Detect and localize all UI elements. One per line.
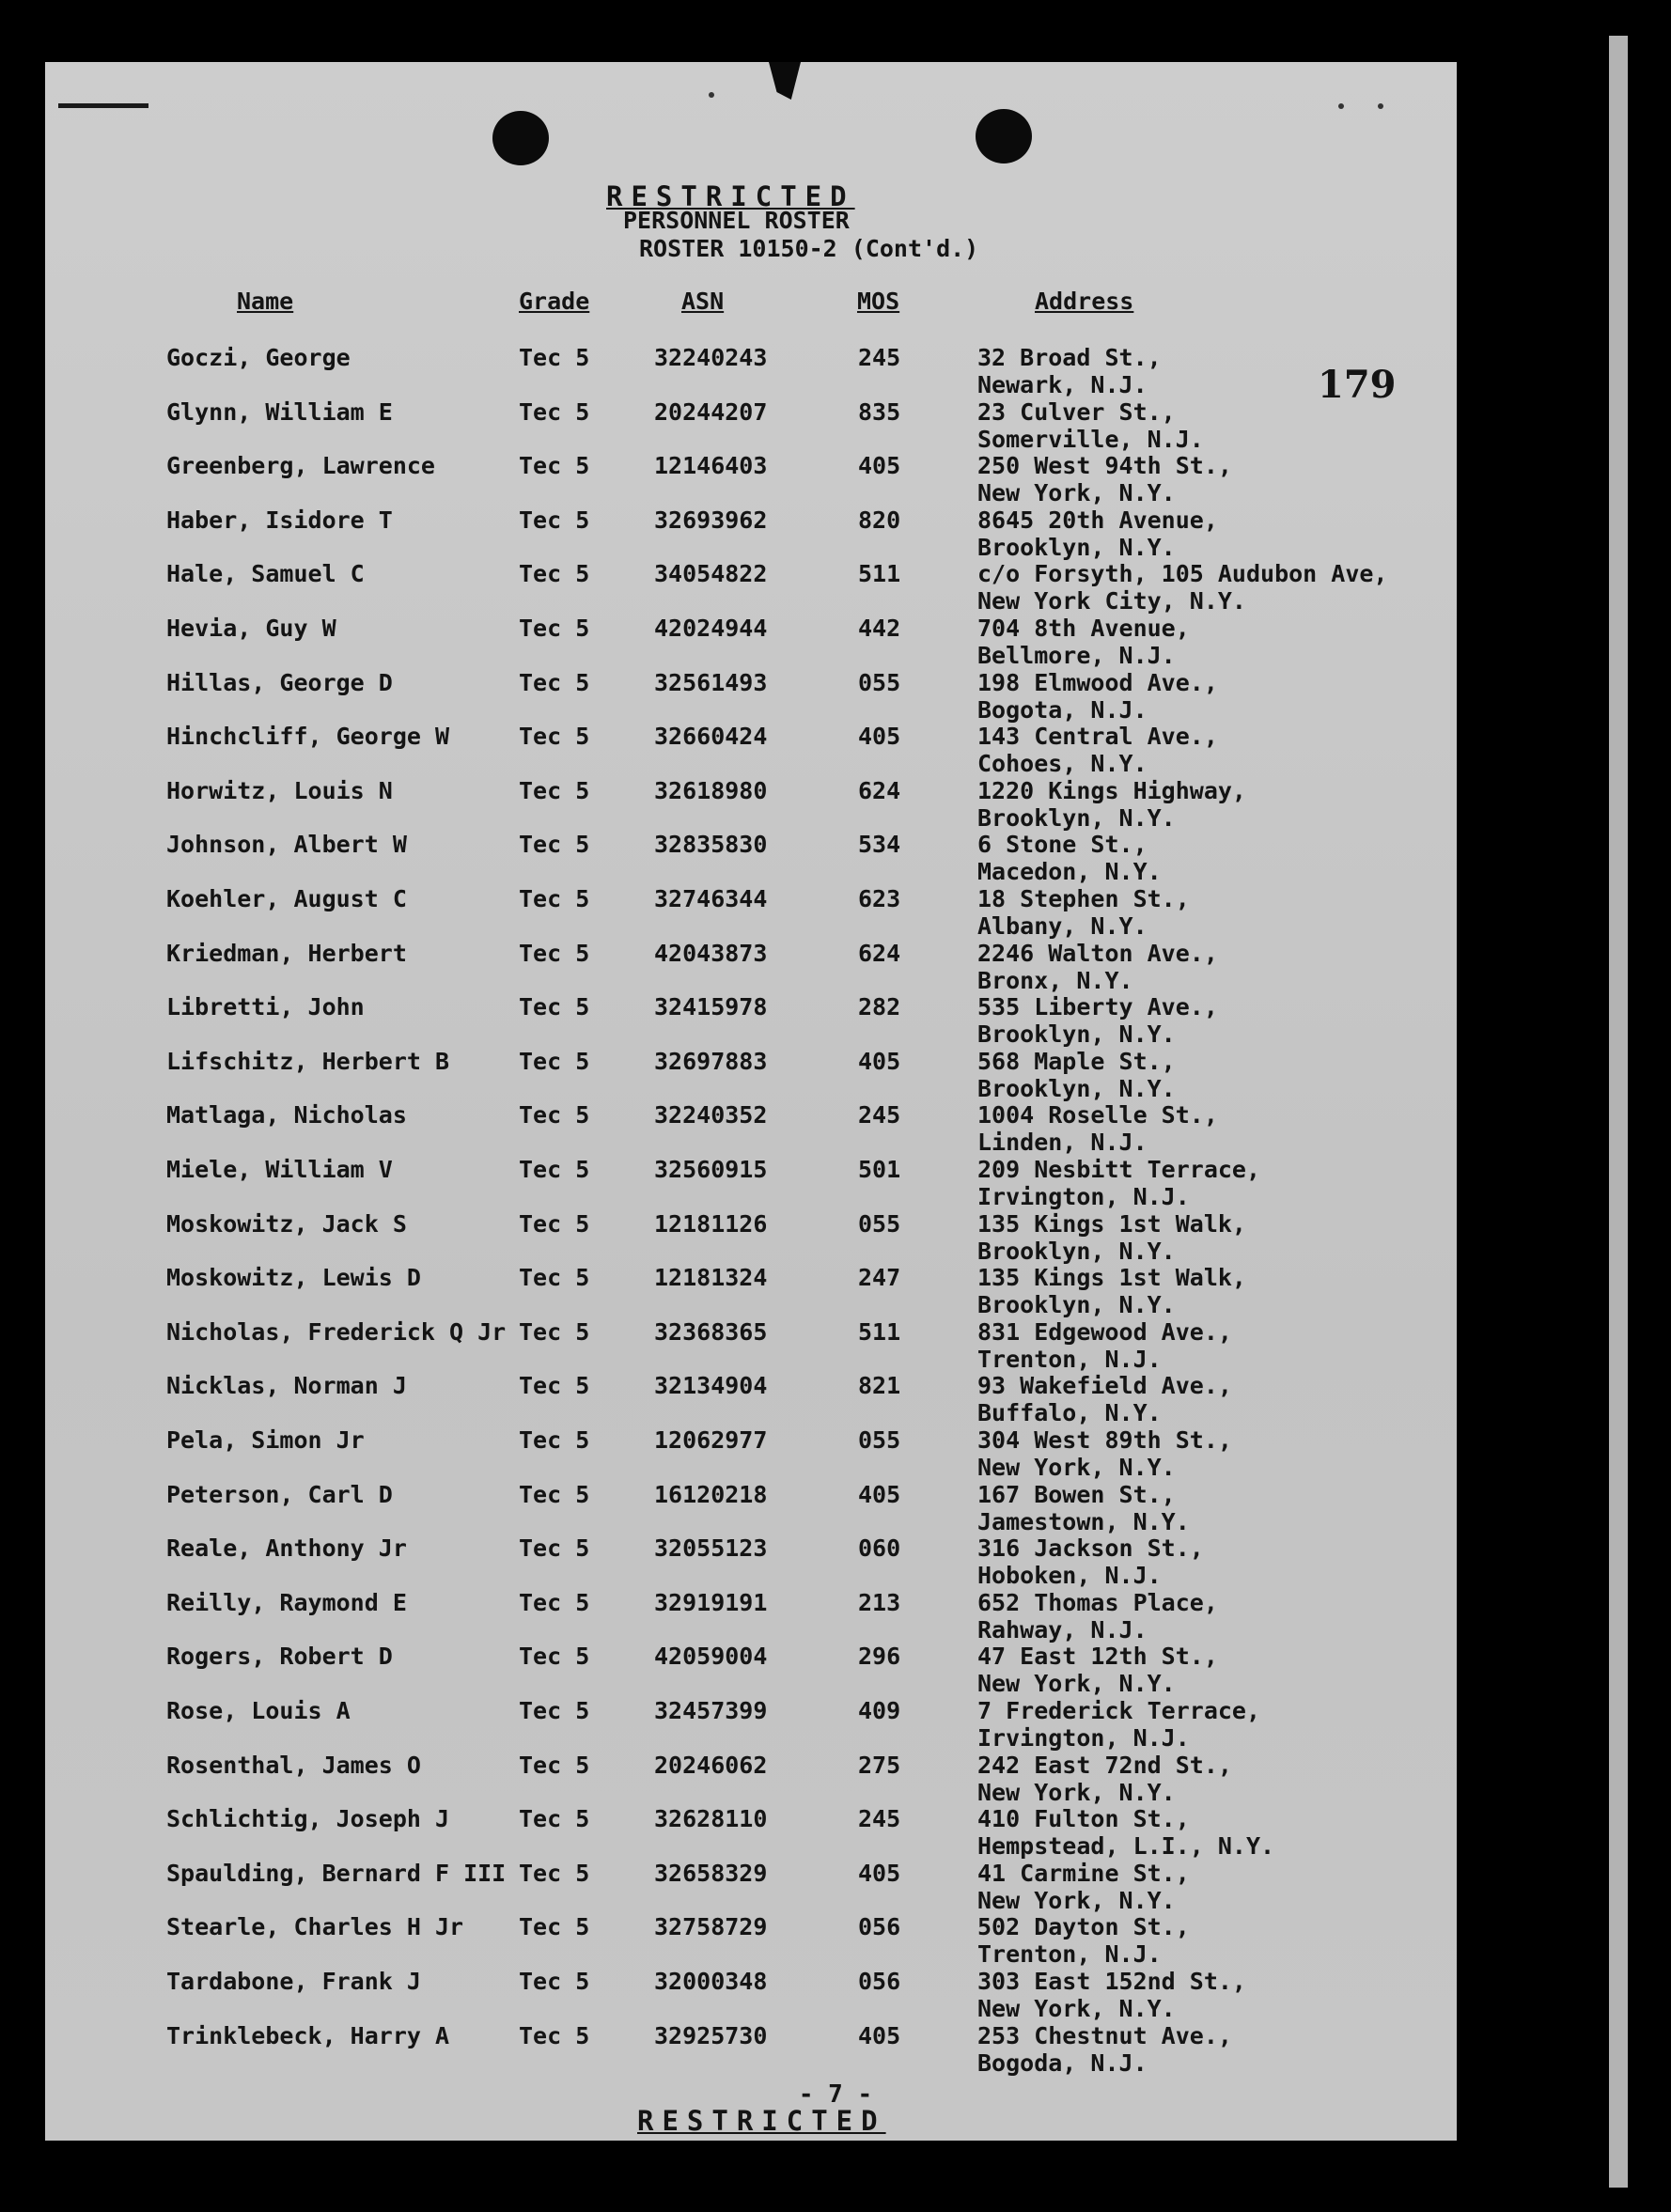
- row-asn: 32628110: [654, 1805, 768, 1832]
- row-address-line2: Macedon, N.Y.: [977, 858, 1162, 885]
- row-name: Tardabone, Frank J: [166, 1968, 421, 1995]
- row-asn: 32925730: [654, 2022, 768, 2049]
- speck: [709, 92, 714, 98]
- row-mos: 835: [858, 398, 901, 426]
- row-address-line1: 18 Stephen St.,: [977, 885, 1190, 912]
- row-address-line2: New York, N.Y.: [977, 1887, 1176, 1914]
- row-mos: 511: [858, 560, 901, 587]
- row-name: Stearle, Charles H Jr: [166, 1913, 464, 1940]
- row-grade: Tec 5: [519, 1968, 590, 1995]
- row-name: Lifschitz, Herbert B: [166, 1048, 450, 1075]
- row-mos: 245: [858, 1805, 901, 1832]
- row-asn: 32561493: [654, 669, 768, 696]
- row-asn: 32240243: [654, 344, 768, 371]
- row-address-line2: Brooklyn, N.Y.: [977, 1075, 1176, 1102]
- row-name: Glynn, William E: [166, 398, 393, 426]
- roster-row: [0, 506, 1671, 561]
- row-asn: 42043873: [654, 940, 768, 967]
- row-address-line2: Hempstead, L.I., N.Y.: [977, 1832, 1275, 1860]
- row-address-line2: New York, N.Y.: [977, 1670, 1176, 1697]
- row-grade: Tec 5: [519, 1752, 590, 1779]
- row-mos: 247: [858, 1264, 901, 1291]
- row-mos: 296: [858, 1643, 901, 1670]
- row-grade: Tec 5: [519, 1805, 590, 1832]
- row-grade: Tec 5: [519, 1101, 590, 1129]
- corner-mark: [58, 103, 148, 108]
- row-name: Johnson, Albert W: [166, 831, 407, 858]
- roster-row: [0, 940, 1671, 994]
- row-address-line1: 23 Culver St.,: [977, 398, 1176, 426]
- row-mos: 405: [858, 452, 901, 479]
- row-address-line2: Trenton, N.J.: [977, 1346, 1162, 1373]
- row-address-line1: 32 Broad St.,: [977, 344, 1162, 371]
- row-mos: 409: [858, 1697, 901, 1724]
- row-address-line2: Rahway, N.J.: [977, 1616, 1148, 1643]
- row-asn: 20244207: [654, 398, 768, 426]
- restricted-footer: RESTRICTED: [637, 2105, 886, 2137]
- roster-row: [0, 885, 1671, 940]
- roster-title: PERSONNEL ROSTER: [623, 207, 850, 234]
- row-name: Horwitz, Louis N: [166, 777, 393, 804]
- row-asn: 12181324: [654, 1264, 768, 1291]
- row-grade: Tec 5: [519, 560, 590, 587]
- row-address-line2: Jamestown, N.Y.: [977, 1508, 1190, 1535]
- row-address-line1: 167 Bowen St.,: [977, 1481, 1176, 1508]
- roster-row: [0, 1210, 1671, 1265]
- row-address-line1: 316 Jackson St.,: [977, 1534, 1204, 1562]
- row-grade: Tec 5: [519, 1156, 590, 1183]
- row-address-line1: 253 Chestnut Ave.,: [977, 2022, 1232, 2049]
- row-name: Moskowitz, Lewis D: [166, 1264, 421, 1291]
- row-grade: Tec 5: [519, 723, 590, 750]
- row-grade: Tec 5: [519, 506, 590, 534]
- row-grade: Tec 5: [519, 940, 590, 967]
- row-name: Goczi, George: [166, 344, 351, 371]
- row-mos: 245: [858, 1101, 901, 1129]
- row-address-line1: 831 Edgewood Ave.,: [977, 1318, 1232, 1346]
- page-stamp-number: 179: [1318, 363, 1397, 407]
- row-address-line1: 135 Kings 1st Walk,: [977, 1210, 1246, 1238]
- row-asn: 34054822: [654, 560, 768, 587]
- row-mos: 213: [858, 1589, 901, 1616]
- roster-row: [0, 452, 1671, 506]
- row-mos: 245: [858, 344, 901, 371]
- row-mos: 055: [858, 669, 901, 696]
- row-grade: Tec 5: [519, 777, 590, 804]
- row-name: Rose, Louis A: [166, 1697, 351, 1724]
- row-address-line2: Buffalo, N.Y.: [977, 1399, 1162, 1426]
- roster-row: [0, 1264, 1671, 1318]
- row-address-line1: 704 8th Avenue,: [977, 615, 1190, 642]
- row-grade: Tec 5: [519, 1589, 590, 1616]
- row-asn: 32134904: [654, 1372, 768, 1399]
- row-grade: Tec 5: [519, 669, 590, 696]
- row-address-line1: 47 East 12th St.,: [977, 1643, 1218, 1670]
- roster-row: [0, 1589, 1671, 1643]
- column-header-name: Name: [237, 288, 294, 315]
- row-grade: Tec 5: [519, 1426, 590, 1454]
- roster-row: [0, 1372, 1671, 1426]
- row-asn: 32055123: [654, 1534, 768, 1562]
- row-asn: 32746344: [654, 885, 768, 912]
- row-asn: 32758729: [654, 1913, 768, 1940]
- row-grade: Tec 5: [519, 1697, 590, 1724]
- punch-hole-left: [492, 111, 549, 165]
- row-asn: 32240352: [654, 1101, 768, 1129]
- roster-row: [0, 1426, 1671, 1481]
- row-mos: 623: [858, 885, 901, 912]
- row-address-line2: New York, N.Y.: [977, 1454, 1176, 1481]
- row-name: Pela, Simon Jr: [166, 1426, 365, 1454]
- roster-row: [0, 831, 1671, 885]
- row-grade: Tec 5: [519, 1534, 590, 1562]
- row-address-line1: 304 West 89th St.,: [977, 1426, 1232, 1454]
- row-address-line2: Newark, N.J.: [977, 371, 1148, 398]
- row-name: Reilly, Raymond E: [166, 1589, 407, 1616]
- row-address-line2: New York, N.Y.: [977, 1779, 1176, 1806]
- row-grade: Tec 5: [519, 1318, 590, 1346]
- row-mos: 405: [858, 723, 901, 750]
- row-name: Haber, Isidore T: [166, 506, 393, 534]
- row-name: Peterson, Carl D: [166, 1481, 393, 1508]
- row-mos: 820: [858, 506, 901, 534]
- row-asn: 32618980: [654, 777, 768, 804]
- roster-row: [0, 777, 1671, 832]
- row-mos: 624: [858, 940, 901, 967]
- row-mos: 405: [858, 1860, 901, 1887]
- roster-row: [0, 1860, 1671, 1914]
- row-grade: Tec 5: [519, 831, 590, 858]
- row-grade: Tec 5: [519, 1643, 590, 1670]
- row-grade: Tec 5: [519, 398, 590, 426]
- row-name: Hevia, Guy W: [166, 615, 336, 642]
- row-address-line2: Somerville, N.J.: [977, 426, 1204, 453]
- row-asn: 42059004: [654, 1643, 768, 1670]
- row-address-line1: 6 Stone St.,: [977, 831, 1148, 858]
- row-asn: 32457399: [654, 1697, 768, 1724]
- row-address-line1: 41 Carmine St.,: [977, 1860, 1190, 1887]
- row-address-line1: 535 Liberty Ave.,: [977, 993, 1218, 1020]
- row-asn: 32693962: [654, 506, 768, 534]
- roster-row: [0, 1101, 1671, 1156]
- row-asn: 16120218: [654, 1481, 768, 1508]
- row-name: Spaulding, Bernard F III: [166, 1860, 507, 1887]
- row-address-line2: Bogota, N.J.: [977, 696, 1148, 724]
- row-mos: 405: [858, 2022, 901, 2049]
- roster-row: [0, 1318, 1671, 1373]
- row-grade: Tec 5: [519, 1860, 590, 1887]
- row-name: Nicklas, Norman J: [166, 1372, 407, 1399]
- row-mos: 055: [858, 1210, 901, 1238]
- roster-subtitle: ROSTER 10150-2 (Cont'd.): [639, 235, 979, 262]
- row-grade: Tec 5: [519, 1048, 590, 1075]
- column-header-address: Address: [1035, 288, 1134, 315]
- row-address-line1: 7 Frederick Terrace,: [977, 1697, 1261, 1724]
- row-asn: 32697883: [654, 1048, 768, 1075]
- roster-row: [0, 344, 1671, 398]
- row-address-line1: 1220 Kings Highway,: [977, 777, 1246, 804]
- row-grade: Tec 5: [519, 993, 590, 1020]
- row-address-line2: Bellmore, N.J.: [977, 642, 1176, 669]
- row-asn: 32919191: [654, 1589, 768, 1616]
- row-address-line1: c/o Forsyth, 105 Audubon Ave,: [977, 560, 1388, 587]
- page-number: - 7 -: [798, 2080, 873, 2109]
- row-address-line2: Irvington, N.J.: [977, 1724, 1190, 1752]
- row-grade: Tec 5: [519, 1372, 590, 1399]
- row-name: Trinklebeck, Harry A: [166, 2022, 450, 2049]
- row-address-line2: New York City, N.Y.: [977, 587, 1246, 615]
- roster-row: [0, 1805, 1671, 1860]
- row-address-line2: Brooklyn, N.Y.: [977, 534, 1176, 561]
- row-mos: 821: [858, 1372, 901, 1399]
- row-address-line1: 652 Thomas Place,: [977, 1589, 1218, 1616]
- row-asn: 32368365: [654, 1318, 768, 1346]
- row-address-line2: Bronx, N.Y.: [977, 967, 1133, 994]
- roster-row: [0, 993, 1671, 1048]
- row-address-line1: 242 East 72nd St.,: [977, 1752, 1232, 1779]
- row-address-line1: 8645 20th Avenue,: [977, 506, 1218, 534]
- roster-row: [0, 560, 1671, 615]
- row-address-line2: Brooklyn, N.Y.: [977, 804, 1176, 832]
- row-address-line2: Cohoes, N.Y.: [977, 750, 1148, 777]
- row-name: Kriedman, Herbert: [166, 940, 407, 967]
- row-asn: 32660424: [654, 723, 768, 750]
- row-address-line2: Bogoda, N.J.: [977, 2049, 1148, 2077]
- roster-row: [0, 1481, 1671, 1535]
- row-asn: 32658329: [654, 1860, 768, 1887]
- row-address-line2: Linden, N.J.: [977, 1129, 1148, 1156]
- row-address-line1: 209 Nesbitt Terrace,: [977, 1156, 1261, 1183]
- roster-row: [0, 1697, 1671, 1752]
- roster-row: [0, 669, 1671, 724]
- restricted-heading: RESTRICTED: [606, 180, 855, 212]
- roster-row: [0, 1968, 1671, 2022]
- row-grade: Tec 5: [519, 452, 590, 479]
- row-name: Miele, William V: [166, 1156, 393, 1183]
- row-address-line2: New York, N.Y.: [977, 479, 1176, 506]
- column-header-asn: ASN: [681, 288, 725, 315]
- roster-row: [0, 1913, 1671, 1968]
- row-address-line1: 93 Wakefield Ave.,: [977, 1372, 1232, 1399]
- row-asn: 12181126: [654, 1210, 768, 1238]
- row-mos: 056: [858, 1968, 901, 1995]
- row-name: Schlichtig, Joseph J: [166, 1805, 450, 1832]
- row-mos: 405: [858, 1048, 901, 1075]
- column-header-mos: MOS: [857, 288, 900, 315]
- row-asn: 12062977: [654, 1426, 768, 1454]
- row-mos: 405: [858, 1481, 901, 1508]
- row-address-line2: Brooklyn, N.Y.: [977, 1238, 1176, 1265]
- row-name: Hale, Samuel C: [166, 560, 365, 587]
- row-mos: 442: [858, 615, 901, 642]
- row-address-line1: 410 Fulton St.,: [977, 1805, 1190, 1832]
- row-asn: 32560915: [654, 1156, 768, 1183]
- row-address-line1: 2246 Walton Ave.,: [977, 940, 1218, 967]
- row-asn: 32000348: [654, 1968, 768, 1995]
- row-address-line1: 250 West 94th St.,: [977, 452, 1232, 479]
- roster-row: [0, 1643, 1671, 1697]
- row-address-line1: 1004 Roselle St.,: [977, 1101, 1218, 1129]
- speck: [1338, 103, 1344, 109]
- roster-row: [0, 398, 1671, 453]
- row-mos: 282: [858, 993, 901, 1020]
- row-name: Matlaga, Nicholas: [166, 1101, 407, 1129]
- roster-row: [0, 615, 1671, 669]
- row-address-line2: Trenton, N.J.: [977, 1940, 1162, 1968]
- row-asn: 42024944: [654, 615, 768, 642]
- roster-row: [0, 723, 1671, 777]
- row-mos: 534: [858, 831, 901, 858]
- roster-row: [0, 1534, 1671, 1589]
- row-grade: Tec 5: [519, 885, 590, 912]
- row-grade: Tec 5: [519, 344, 590, 371]
- row-name: Rosenthal, James O: [166, 1752, 421, 1779]
- row-grade: Tec 5: [519, 1481, 590, 1508]
- row-name: Rogers, Robert D: [166, 1643, 393, 1670]
- row-mos: 501: [858, 1156, 901, 1183]
- row-address-line2: Hoboken, N.J.: [977, 1562, 1162, 1589]
- row-mos: 060: [858, 1534, 901, 1562]
- row-address-line2: Brooklyn, N.Y.: [977, 1020, 1176, 1048]
- row-address-line1: 198 Elmwood Ave.,: [977, 669, 1218, 696]
- row-address-line1: 303 East 152nd St.,: [977, 1968, 1246, 1995]
- row-name: Moskowitz, Jack S: [166, 1210, 407, 1238]
- row-address-line1: 135 Kings 1st Walk,: [977, 1264, 1246, 1291]
- row-mos: 055: [858, 1426, 901, 1454]
- row-name: Reale, Anthony Jr: [166, 1534, 407, 1562]
- row-asn: 12146403: [654, 452, 768, 479]
- row-asn: 32835830: [654, 831, 768, 858]
- row-name: Koehler, August C: [166, 885, 407, 912]
- row-address-line1: 568 Maple St.,: [977, 1048, 1176, 1075]
- row-address-line1: 502 Dayton St.,: [977, 1913, 1190, 1940]
- row-name: Hinchcliff, George W: [166, 723, 450, 750]
- roster-row: [0, 2022, 1671, 2077]
- row-grade: Tec 5: [519, 1264, 590, 1291]
- row-address-line2: Albany, N.Y.: [977, 912, 1148, 940]
- row-asn: 20246062: [654, 1752, 768, 1779]
- row-address-line2: Irvington, N.J.: [977, 1183, 1190, 1210]
- row-name: Libretti, John: [166, 993, 365, 1020]
- roster-row: [0, 1752, 1671, 1806]
- roster-row: [0, 1048, 1671, 1102]
- row-grade: Tec 5: [519, 2022, 590, 2049]
- row-grade: Tec 5: [519, 1913, 590, 1940]
- punch-hole-right: [976, 109, 1032, 164]
- row-name: Hillas, George D: [166, 669, 393, 696]
- row-address-line2: Brooklyn, N.Y.: [977, 1291, 1176, 1318]
- column-header-grade: Grade: [519, 288, 590, 315]
- row-asn: 32415978: [654, 993, 768, 1020]
- row-mos: 275: [858, 1752, 901, 1779]
- row-name: Greenberg, Lawrence: [166, 452, 435, 479]
- row-address-line1: 143 Central Ave.,: [977, 723, 1218, 750]
- row-mos: 624: [858, 777, 901, 804]
- row-grade: Tec 5: [519, 615, 590, 642]
- row-mos: 056: [858, 1913, 901, 1940]
- roster-row: [0, 1156, 1671, 1210]
- row-address-line2: New York, N.Y.: [977, 1995, 1176, 2022]
- speck: [1378, 103, 1383, 109]
- row-name: Nicholas, Frederick Q Jr: [166, 1318, 507, 1346]
- row-mos: 511: [858, 1318, 901, 1346]
- row-grade: Tec 5: [519, 1210, 590, 1238]
